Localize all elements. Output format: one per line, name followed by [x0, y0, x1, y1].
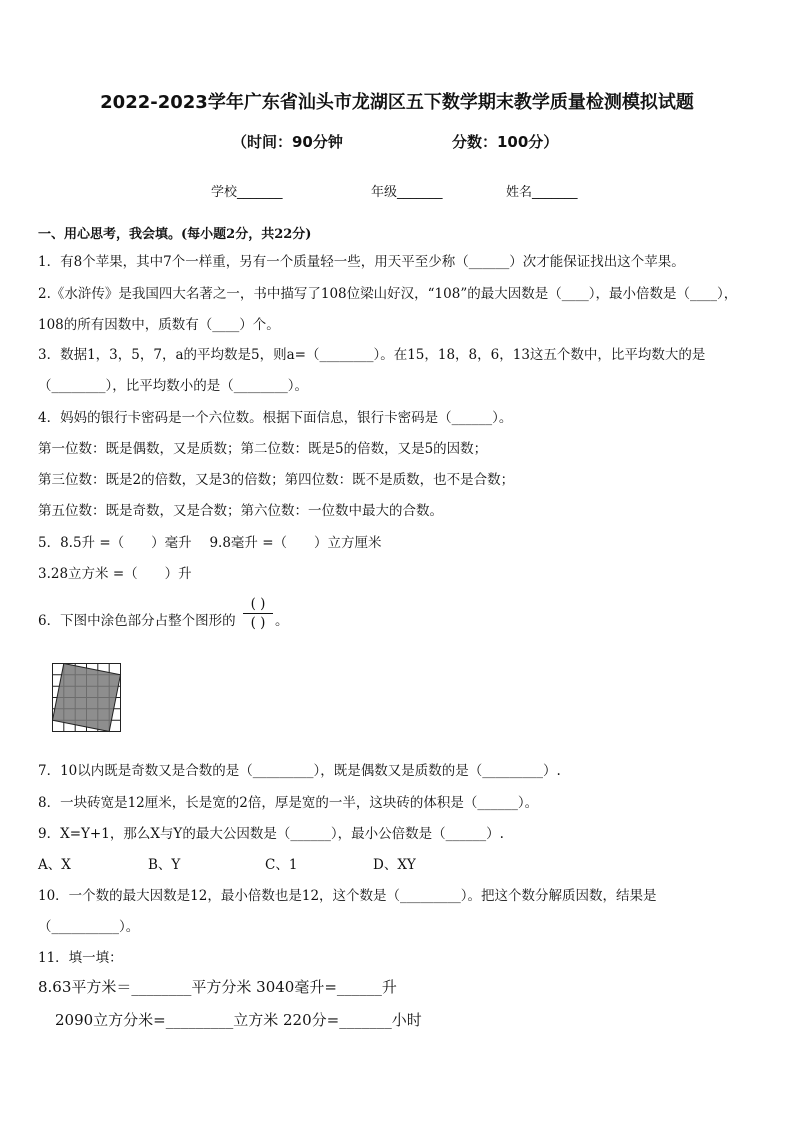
exam-time: （时间：90分钟 — [232, 133, 343, 151]
school-field: 学校_______ — [211, 185, 283, 200]
page-title: 2022-2023学年广东省汕头市龙湖区五下数学期末教学质量检测模拟试题 — [100, 92, 694, 113]
grid-figure — [52, 663, 122, 733]
section-heading: 一、用心思考，我会填。(每小题2分，共22分) — [38, 227, 312, 242]
question-3-line-1: 3．数据1，3，5，7，a的平均数是5，则a=（________）。在15，18，8，6，13这五个数中，比平均数大的是 — [38, 347, 706, 363]
name-field: 姓名_______ — [506, 185, 578, 200]
question-5-line-2: 3.28立方米 =（ ）升 — [38, 566, 192, 582]
question-2-line-1: 2.《水浒传》是我国四大名著之一，书中描写了108位梁山好汉，“108”的最大因数是（____），最小倍数是（____）， — [38, 286, 738, 302]
question-4-line-4: 第五位数：既是奇数，又是合数；第六位数：一位数中最大的合数。 — [38, 503, 443, 519]
option-b: B、Y — [148, 857, 181, 873]
question-4-line-3: 第三位数：既是2的倍数，又是3的倍数；第四位数：既不是质数，也不是合数； — [38, 472, 515, 488]
option-a: A、X — [38, 857, 71, 873]
question-11-line-2: 2090立方分米=_________立方米 220分=_______小时 — [55, 1011, 422, 1029]
fraction-numerator: ( ) — [250, 596, 266, 612]
question-5-line-1: 5．8.5升 =（ ）毫升 9.8毫升 =（ ）立方厘米 — [38, 535, 382, 551]
question-8: 8．一块砖宽是12厘米，长是宽的2倍，厚是宽的一半，这块砖的体积是（______）。 — [38, 795, 539, 811]
question-6-text: 6．下图中涂色部分占整个图形的 — [38, 613, 236, 629]
question-2-line-2: 108的所有因数中，质数有（____）个。 — [38, 317, 280, 333]
option-c: C、1 — [265, 857, 298, 873]
grade-field: 年级_______ — [371, 185, 443, 200]
exam-score: 分数：100分） — [452, 133, 559, 151]
question-7: 7．10以内既是奇数又是合数的是（_________），既是偶数又是质数的是（_________）. — [38, 763, 561, 779]
question-11-line-1: 8.63平方米＝________平方分米 3040毫升=______升 — [38, 978, 397, 996]
question-10-line-1: 10．一个数的最大因数是12，最小倍数也是12，这个数是（_________）。把这个数分解质因数，结果是 — [38, 888, 657, 904]
fraction-denominator: ( ) — [250, 615, 266, 631]
question-9: 9．X=Y+1，那么X与Y的最大公因数是（______），最小公倍数是（______）. — [38, 826, 504, 842]
fraction-bar — [243, 613, 273, 614]
question-6-fraction — [243, 596, 273, 631]
option-d: D、XY — [373, 857, 416, 873]
question-4-line-1: 4．妈妈的银行卡密码是一个六位数。根据下面信息，银行卡密码是（______）。 — [38, 410, 513, 426]
question-4-line-2: 第一位数：既是偶数，又是质数；第二位数：既是5的倍数，又是5的因数； — [38, 441, 488, 457]
question-10-line-2: （__________）。 — [38, 919, 140, 935]
question-6-end: 。 — [275, 613, 289, 629]
question-11-heading: 11．填一填： — [38, 950, 123, 966]
question-1: 1．有8个苹果，其中7个一样重，另有一个质量轻一些，用天平至少称（______）次才能保证找出这个苹果。 — [38, 254, 685, 270]
shaded-square — [53, 664, 121, 732]
question-3-line-2: （________），比平均数小的是（________）。 — [38, 378, 308, 394]
